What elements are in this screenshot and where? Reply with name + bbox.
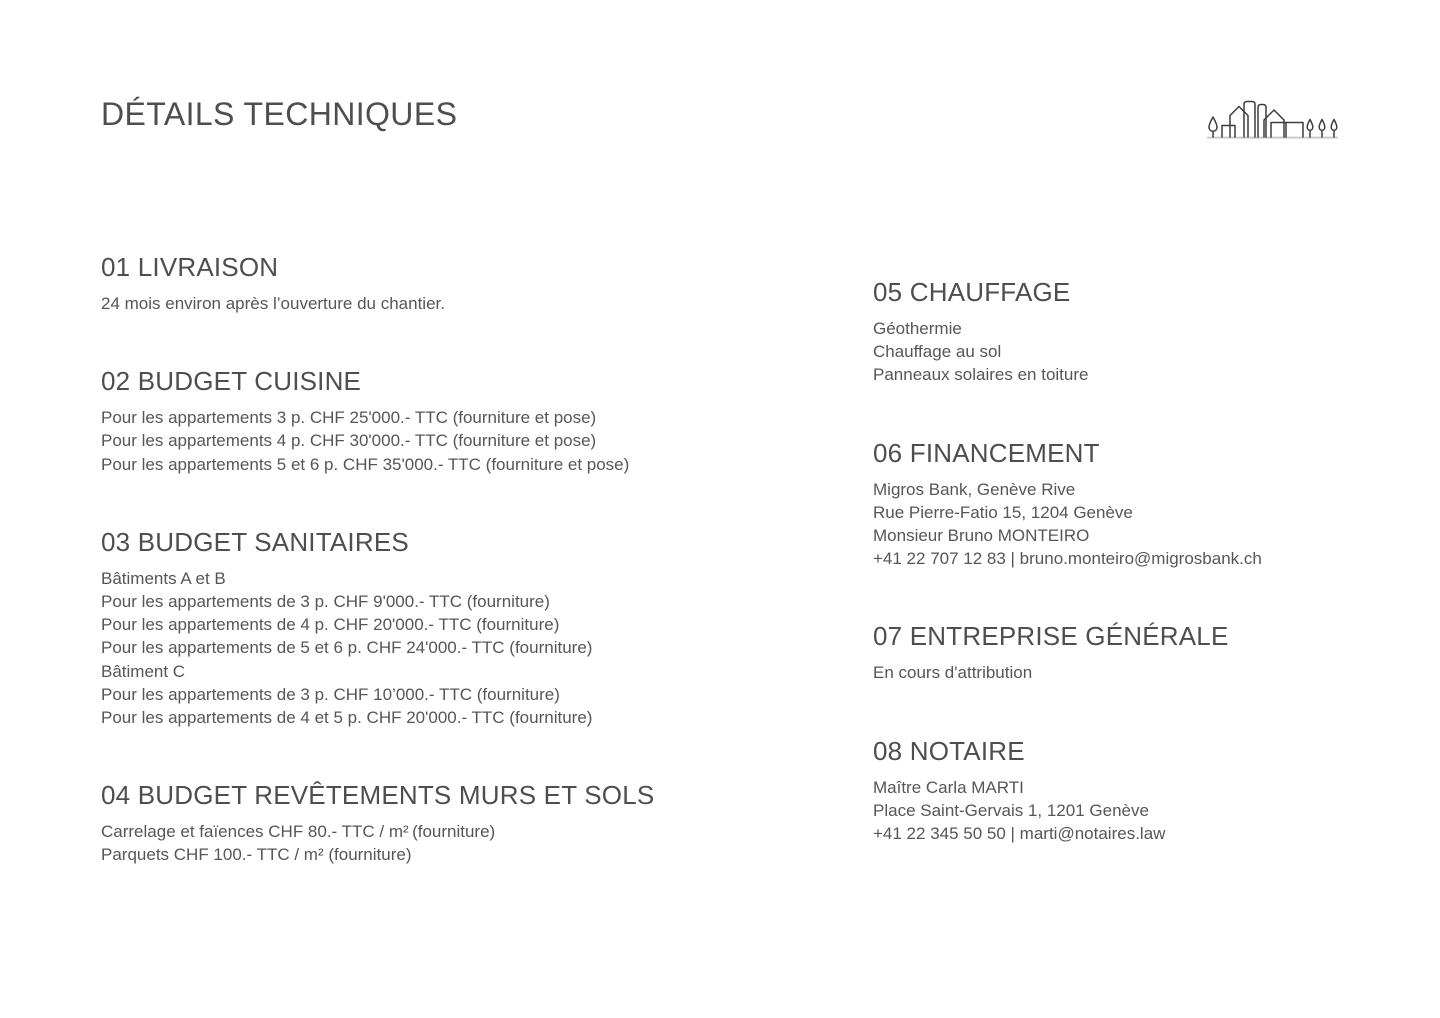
section-line: Pour les appartements de 4 p. CHF 20'000.- TTC (fourniture) xyxy=(101,615,560,635)
skyline-logo-graphic xyxy=(1204,92,1340,144)
section-line: Géothermie xyxy=(873,319,962,338)
logo-tree-icon xyxy=(1307,120,1313,131)
section-06-financement xyxy=(873,438,1393,571)
logo-tower-tall xyxy=(1244,102,1255,138)
section-line: Pour les appartements de 4 et 5 p. CHF 20'000.- TTC (fourniture) xyxy=(101,708,593,728)
section-line: Rue Pierre-Fatio 15, 1204 Genève xyxy=(873,502,1133,522)
section-line: Panneaux solaires en toiture xyxy=(873,365,1089,385)
section-line: Pour les appartements 4 p. CHF 30'000.- TTC (fourniture et pose) xyxy=(101,431,597,451)
section-03-budget-sanitaires xyxy=(101,527,821,729)
section-heading: 04 BUDGET REVÊTEMENTS MURS ET SOLS xyxy=(101,780,655,811)
section-line: Carrelage et faïences CHF 80.- TTC / m² (fourniture) xyxy=(101,822,496,842)
section-line: Monsieur Bruno MONTEIRO xyxy=(873,526,1090,546)
section-line: En cours d'attribution xyxy=(873,663,1033,683)
logo-house-icon xyxy=(1230,107,1248,138)
section-line: Maître Carla MARTI xyxy=(873,777,1024,797)
section-line: Pour les appartements de 3 p. CHF 9'000.- TTC (fourniture) xyxy=(101,592,550,612)
section-line: +41 22 707 12 83 | bruno.monteiro@migrosbank.ch xyxy=(873,549,1262,569)
section-line: 24 mois environ après l’ouverture du chantier. xyxy=(101,294,445,313)
section-05-chauffage xyxy=(873,277,1393,387)
section-04-budget-revetements-murs-et-sols xyxy=(101,780,821,866)
section-line: Bâtiment C xyxy=(101,661,186,681)
section-heading: 01 LIVRAISON xyxy=(101,252,279,282)
logo-wall-line xyxy=(1286,123,1303,138)
logo-small-building xyxy=(1222,126,1235,138)
section-heading: 02 BUDGET CUISINE xyxy=(101,366,362,397)
logo-tree-icon xyxy=(1319,120,1325,131)
logo-house2-icon xyxy=(1264,110,1284,137)
section-line: Pour les appartements de 5 et 6 p. CHF 24'000.- TTC (fourniture) xyxy=(101,638,593,658)
logo-tree-icon xyxy=(1331,120,1337,131)
section-heading: 05 CHAUFFAGE xyxy=(873,277,1071,307)
section-02-budget-cuisine xyxy=(101,366,821,476)
left-column xyxy=(101,252,821,918)
section-01-livraison xyxy=(101,252,821,315)
section-heading: 06 FINANCEMENT xyxy=(873,437,1100,468)
section-line: Place Saint-Gervais 1, 1201 Genève xyxy=(873,800,1149,820)
section-line: Pour les appartements de 3 p. CHF 10’000.- TTC (fourniture) xyxy=(101,684,560,704)
logo-tree-icon xyxy=(1209,117,1217,131)
right-column xyxy=(873,277,1393,896)
section-line: Chauffage au sol xyxy=(873,342,1002,362)
section-line: Migros Bank, Genève Rive xyxy=(873,479,1076,499)
section-07-entreprise-generale xyxy=(873,621,1393,684)
logo-tower-short xyxy=(1258,105,1266,138)
skyline-logo xyxy=(1204,92,1340,144)
section-line: Parquets CHF 100.- TTC / m² (fourniture) xyxy=(101,845,412,865)
section-08-notaire xyxy=(873,736,1393,846)
section-heading: 08 NOTAIRE xyxy=(873,735,1025,766)
section-heading: 07 ENTREPRISE GÉNÉRALE xyxy=(873,621,1229,652)
section-line: Bâtiments A et B xyxy=(101,568,226,588)
page-title: DÉTAILS TECHNIQUES xyxy=(101,96,458,132)
section-heading: 03 BUDGET SANITAIRES xyxy=(101,526,409,557)
section-line: +41 22 345 50 50 | marti@notaires.law xyxy=(873,824,1166,844)
section-line: Pour les appartements 5 et 6 p. CHF 35'000.- TTC (fourniture et pose) xyxy=(101,454,630,474)
section-line: Pour les appartements 3 p. CHF 25'000.- TTC (fourniture et pose) xyxy=(101,408,597,428)
